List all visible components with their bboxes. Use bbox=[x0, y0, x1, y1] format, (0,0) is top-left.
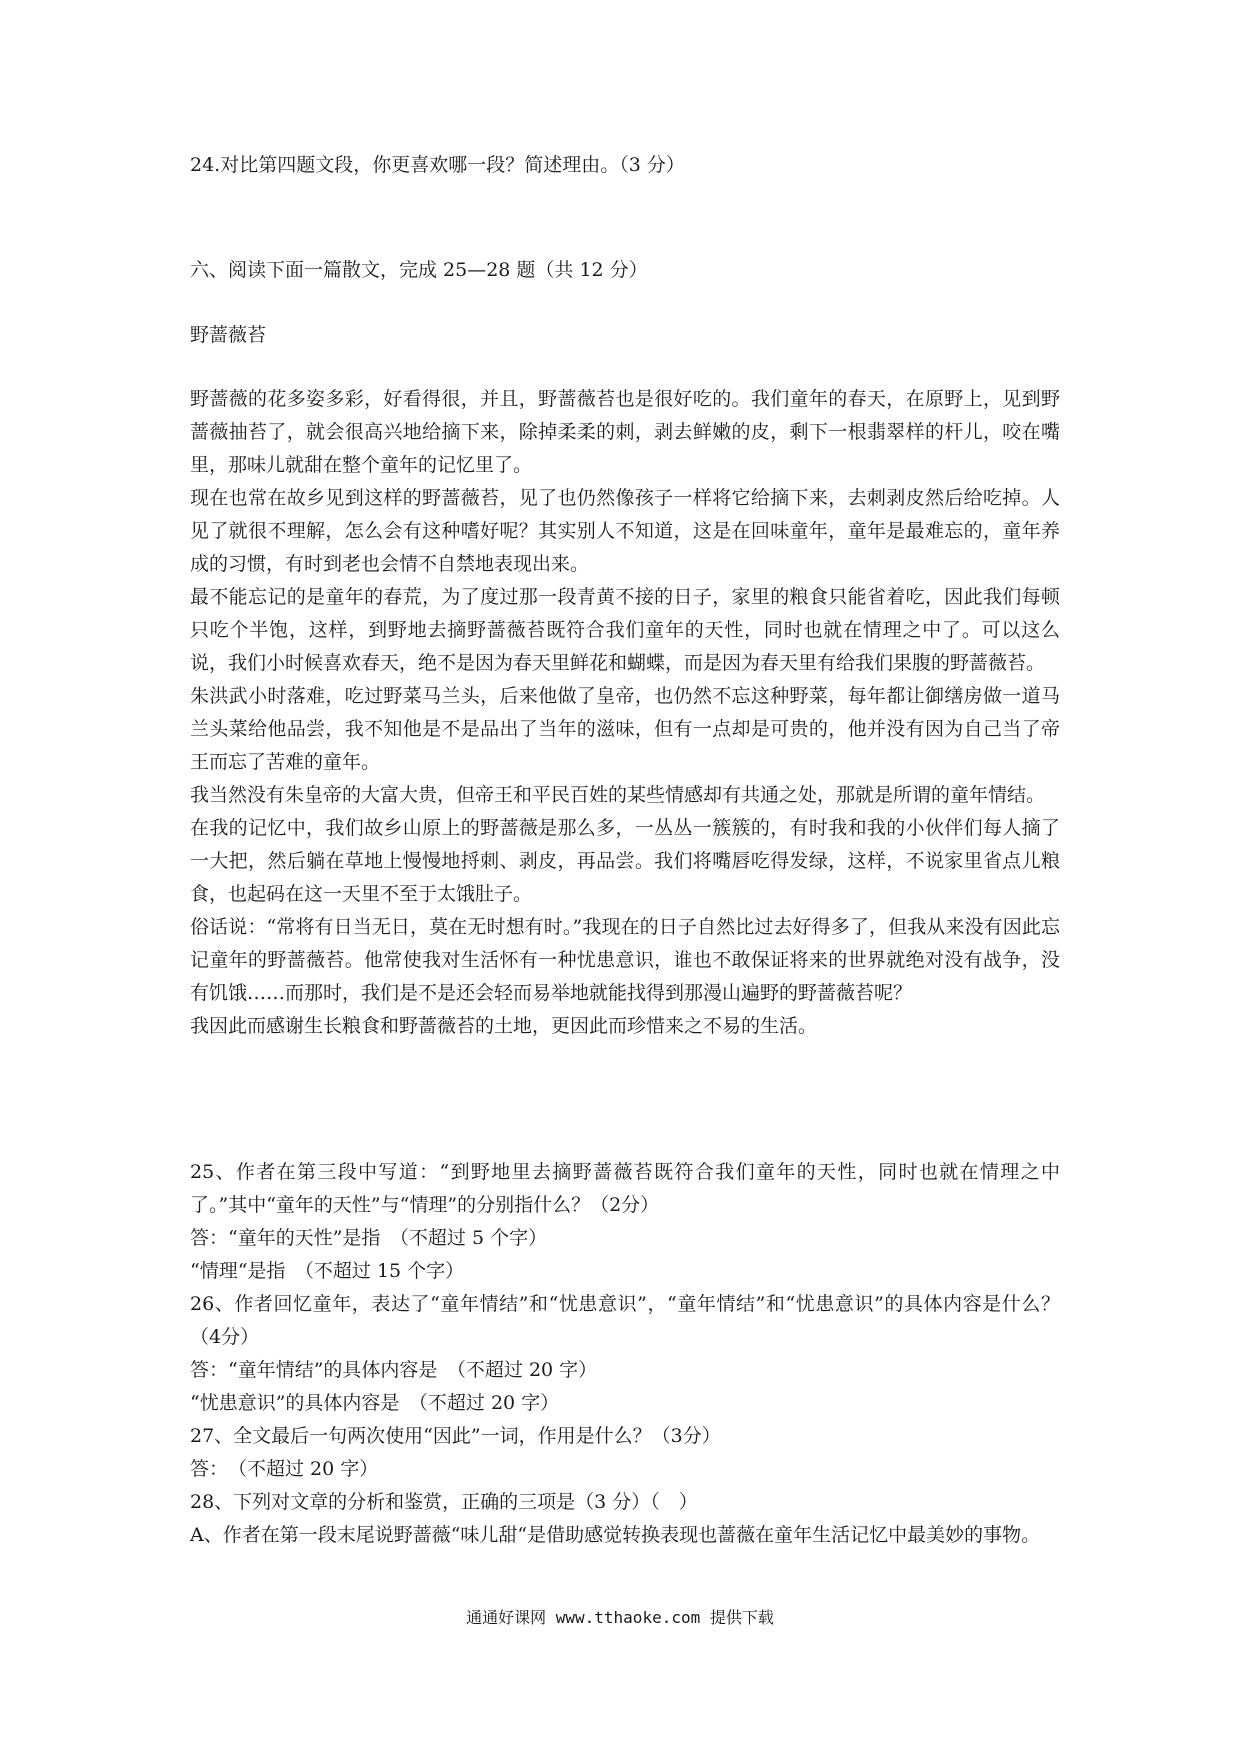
answer-line: 答：“童年情结”的具体内容是 （不超过 20 字） bbox=[190, 1359, 598, 1381]
answer-line: 答： （不超过 20 字） bbox=[190, 1458, 379, 1480]
essay-paragraph: 最不能忘记的是童年的春荒，为了度过那一段青黄不接的日子，家里的粮食只能省着吃，因此我们每顿只吃个半饱，这样，到野地去摘野蔷薇苔既符合我们童年的天性，同时也就在情理之中了。可以这么说，我们小时候喜欢春天，绝不是因为春天里鲜花和蝴蝶，而是因为春天里有给我们果腹的野蔷薇苔。 bbox=[190, 586, 1060, 674]
essay-paragraph: 野蔷薇的花多姿多彩，好看得很，并且，野蔷薇苔也是很好吃的。我们童年的春天，在原野上，见到野蔷薇抽苔了，就会很高兴地给摘下来，除掉柔柔的刺，剥去鲜嫩的皮，剩下一根翡翠样的杆儿，咬在嘴里，那味儿就甜在整个童年的记忆里了。 bbox=[190, 388, 1060, 476]
essay-paragraph: 我当然没有朱皇帝的大富大贵，但帝王和平民百姓的某些情感却有共通之处，那就是所谓的童年情结。 bbox=[190, 784, 1046, 806]
essay-title: 野蔷薇苔 bbox=[190, 324, 267, 346]
question-24: 24.对比第四题文段，你更喜欢哪一段？简述理由。（3 分） bbox=[190, 154, 685, 176]
essay-paragraph: 在我的记忆中，我们故乡山原上的野蔷薇是那么多，一丛丛一簇簇的，有时我和我的小伙伴们每人摘了一大把，然后躺在草地上慢慢地捋刺、剥皮，再品尝。我们将嘴唇吃得发绿，这样，不说家里省点儿粮食，也起码在这一天里不至于太饿肚子。 bbox=[190, 817, 1060, 905]
footer-source: 通通好课网 www.tthaoke.com 提供下载 bbox=[466, 1608, 774, 1627]
answer-line: 答：“童年的天性”是指 （不超过 5 个字） bbox=[190, 1227, 548, 1249]
essay-paragraph: 俗话说：“常将有日当无日，莫在无时想有时。”我现在的日子自然比过去好得多了，但我从来没有因此忘记童年的野蔷薇苔。他常使我对生活怀有一种忧患意识，谁也不敢保证将来的世界就绝对没有战争，没有饥饿……而那时，我们是不是还会轻而易举地就能找得到那漫山遍野的野蔷薇苔呢？ bbox=[190, 916, 1060, 1004]
answer-line: “忧患意识”的具体内容是 （不超过 20 字） bbox=[190, 1392, 560, 1414]
essay-body bbox=[190, 383, 1060, 1043]
section-six-heading: 六、阅读下面一篇散文，完成 25—28 题（共 12 分） bbox=[190, 259, 648, 281]
question-25: 25、作者在第三段中写道：“到野地里去摘野蔷薇苔既符合我们童年的天性，同时也就在情理之中了。”其中“童年的天性”与“情理”的分别指什么？（2分） bbox=[190, 1161, 1060, 1216]
question-26: 26、作者回忆童年，表达了“童年情结”和“忧患意识”，“童年情结”和“忧患意识”的具体内容是什么？（4分） bbox=[190, 1293, 1060, 1348]
question-28: 28、下列对文章的分析和鉴赏，正确的三项是（3 分）（ ） bbox=[190, 1491, 698, 1513]
questions-block bbox=[190, 1156, 1060, 1552]
essay-paragraph: 现在也常在故乡见到这样的野蔷薇苔，见了也仍然像孩子一样将它给摘下来，去刺剥皮然后给吃掉。人见了就很不理解，怎么会有这种嗜好呢？其实别人不知道，这是在回味童年，童年是最难忘的，童年养成的习惯，有时到老也会情不自禁地表现出来。 bbox=[190, 487, 1060, 575]
question-27: 27、全文最后一句两次使用“因此”一词，作用是什么？（3分） bbox=[190, 1425, 721, 1447]
essay-paragraph: 朱洪武小时落难，吃过野菜马兰头，后来他做了皇帝，也仍然不忘这种野菜，每年都让御缮房做一道马兰头菜给他品尝，我不知他是不是品出了当年的滋味，但有一点却是可贵的，他并没有因为自己当了帝王而忘了苦难的童年。 bbox=[190, 685, 1060, 773]
option-a: A、作者在第一段末尾说野蔷薇“味儿甜“是借助感觉转换表现也蔷薇在童年生活记忆中最美妙的事物。 bbox=[190, 1524, 1041, 1546]
answer-line: “情理“是指 （不超过 15 个字） bbox=[190, 1260, 465, 1282]
essay-paragraph: 我因此而感谢生长粮食和野蔷薇苔的土地，更因此而珍惜来之不易的生活。 bbox=[190, 1015, 818, 1037]
